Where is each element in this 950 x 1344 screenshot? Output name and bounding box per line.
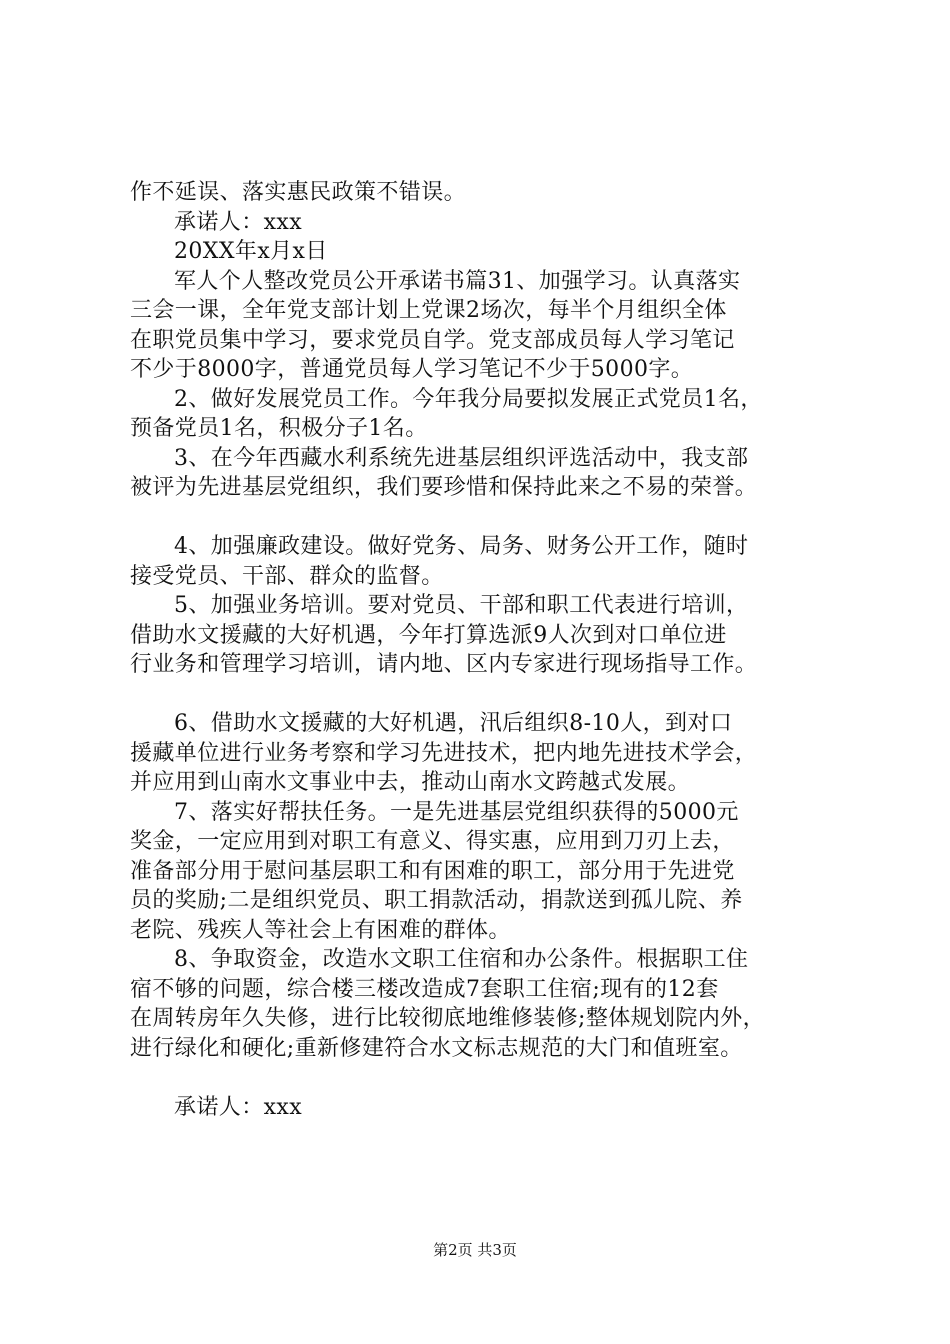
text-line: 军人个人整改党员公开承诺书篇31、加强学习。认真落实 xyxy=(174,268,741,294)
text-line: 6、借助水文援藏的大好机遇，汛后组织8-10人，到对口 xyxy=(174,711,733,736)
text-line: 奖金，一定应用到对职工有意义、得实惠，应用到刀刃上去， xyxy=(130,829,735,854)
text-line: 并应用到山南水文事业中去，推动山南水文跨越式发展。 xyxy=(130,770,691,795)
document-body xyxy=(130,178,850,1122)
text-line: 援藏单位进行业务考察和学习先进技术，把内地先进技术学会， xyxy=(130,740,758,766)
text-line: 准备部分用于慰问基层职工和有困难的职工，部分用于先进党 xyxy=(130,858,735,884)
text-line: 进行绿化和硬化;重新修建符合水文标志规范的大门和值班室。 xyxy=(130,1035,743,1061)
text-line: 借助水文援藏的大好机遇，今年打算选派9人次到对口单位进 xyxy=(130,622,727,648)
text-line: 在周转房年久失修，进行比较彻底地维修装修;整体规划院内外， xyxy=(130,1006,766,1031)
text-line: 老院、残疾人等社会上有困难的群体。 xyxy=(130,917,511,943)
text-line: 不少于8000字，普通党员每人学习笔记不少于5000字。 xyxy=(130,357,694,382)
blank-line xyxy=(130,1063,850,1093)
text-line: 被评为先进基层党组织，我们要珍惜和保持此来之不易的荣誉。 xyxy=(130,475,758,500)
text-line: 20XX年x月x日 xyxy=(174,239,328,264)
text-line: 宿不够的问题，综合楼三楼改造成7套职工住宿;现有的12套 xyxy=(130,976,719,1002)
text-line: 5、加强业务培训。要对党员、干部和职工代表进行培训， xyxy=(174,593,749,618)
text-line: 接受党员、干部、群众的监督。 xyxy=(130,563,444,589)
text-line: 承诺人：xxx xyxy=(174,1094,303,1120)
text-line: 8、争取资金，改造水文职工住宿和办公条件。根据职工住 xyxy=(174,947,749,972)
text-line: 2、做好发展党员工作。今年我分局要拟发展正式党员1名， xyxy=(174,386,763,412)
text-line: 行业务和管理学习培训，请内地、区内专家进行现场指导工作。 xyxy=(130,652,758,677)
blank-line xyxy=(130,503,850,533)
text-line: 作不延误、落实惠民政策不错误。 xyxy=(130,180,467,205)
text-line: 在职党员集中学习，要求党员自学。党支部成员每人学习笔记 xyxy=(130,327,735,353)
text-line: 预备党员1名，积极分子1名。 xyxy=(130,416,428,441)
page-footer: 第2页 共3页 xyxy=(433,1241,517,1259)
text-line: 3、在今年西藏水利系统先进基层组织评选活动中，我支部 xyxy=(174,445,749,471)
text-line: 4、加强廉政建设。做好党务、局务、财务公开工作，随时 xyxy=(174,534,749,559)
text-line: 员的奖励;二是组织党员、职工捐款活动，捐款送到孤儿院、养 xyxy=(130,888,743,913)
blank-line xyxy=(130,680,850,710)
text-line: 承诺人：xxx xyxy=(174,209,303,235)
text-line: 7、落实好帮扶任务。一是先进基层党组织获得的5000元 xyxy=(174,799,739,825)
text-line: 三会一课，全年党支部计划上党课2场次，每半个月组织全体 xyxy=(130,298,727,323)
